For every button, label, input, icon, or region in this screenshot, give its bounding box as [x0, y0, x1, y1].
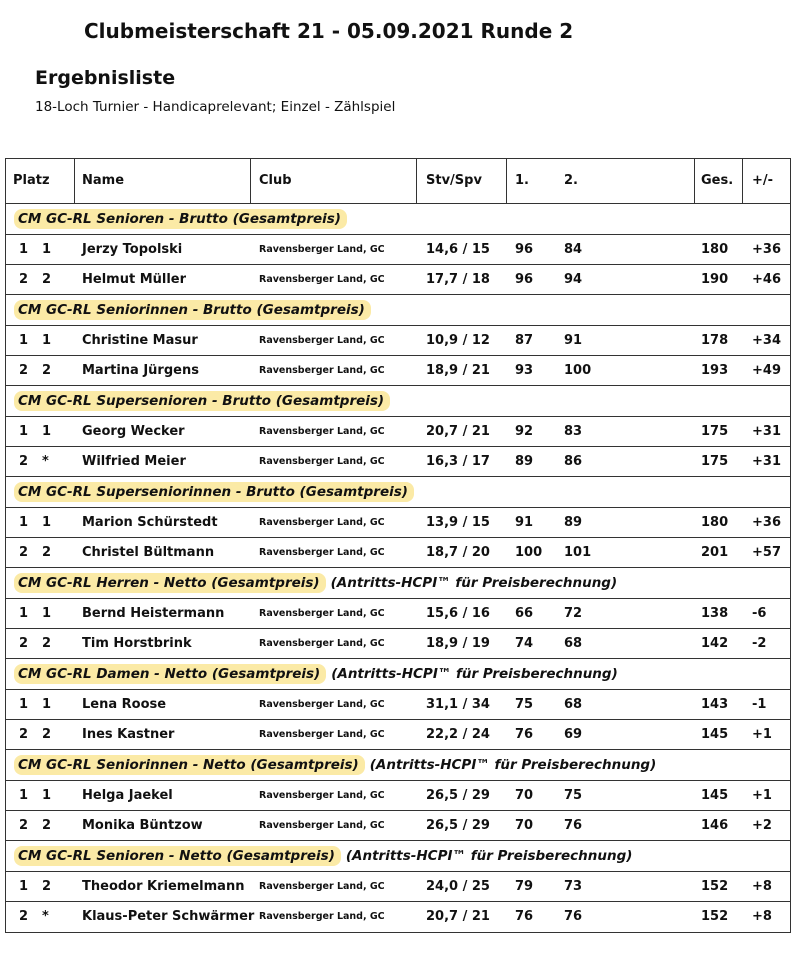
cell-total: 145 — [701, 727, 729, 742]
cell-round1: 79 — [515, 879, 534, 894]
cell-round1: 96 — [515, 272, 534, 287]
cell-name: Bernd Heistermann — [82, 606, 225, 621]
cell-stv: 14,6 / 15 — [426, 242, 490, 257]
cell-rank: * — [42, 454, 49, 469]
cell-stv: 31,1 / 34 — [426, 697, 490, 712]
cell-diff: +49 — [752, 363, 781, 378]
column-header-platz: Platz — [13, 173, 50, 188]
header-divider — [74, 159, 75, 203]
cell-total: 201 — [701, 545, 729, 560]
category-note: (Antritts-HCPI™ für Preisberechnung) — [345, 848, 633, 864]
cell-round2: 72 — [564, 606, 583, 621]
cell-rank: 2 — [42, 363, 52, 378]
cell-name: Lena Roose — [82, 697, 167, 712]
header-divider — [250, 159, 251, 203]
cell-total: 193 — [701, 363, 729, 378]
table-row — [6, 599, 790, 629]
page-title: Clubmeisterschaft 21 - 05.09.2021 Runde 2 — [84, 19, 574, 43]
category-title: CM GC-RL Senioren - Netto (Gesamtpreis) — [14, 846, 341, 866]
cell-round2: 68 — [564, 636, 583, 651]
table-row — [6, 902, 790, 932]
table-row — [6, 508, 790, 538]
cell-stv: 10,9 / 12 — [426, 333, 490, 348]
cell-stv: 15,6 / 16 — [426, 606, 490, 621]
cell-position: 2 — [19, 909, 29, 924]
cell-round1: 76 — [515, 727, 534, 742]
cell-total: 190 — [701, 272, 729, 287]
column-header-round2: 2. — [564, 173, 578, 188]
category-title: CM GC-RL Seniorinnen - Netto (Gesamtpreis) — [14, 755, 365, 775]
cell-club: Ravensberger Land, GC — [259, 638, 385, 649]
cell-position: 2 — [19, 272, 29, 287]
page-subtitle: Ergebnisliste — [35, 67, 176, 89]
cell-name: Wilfried Meier — [82, 454, 186, 469]
cell-name: Ines Kastner — [82, 727, 175, 742]
cell-stv: 18,9 / 19 — [426, 636, 490, 651]
cell-total: 180 — [701, 242, 729, 257]
cell-rank: 1 — [42, 333, 52, 348]
cell-diff: -1 — [752, 697, 767, 712]
cell-round2: 91 — [564, 333, 583, 348]
column-header-club: Club — [259, 173, 292, 188]
category-title: CM GC-RL Superseniorinnen - Brutto (Gesamtpreis) — [14, 482, 414, 502]
category-header — [6, 386, 790, 417]
cell-rank: 1 — [42, 515, 52, 530]
cell-position: 2 — [19, 454, 29, 469]
category-title: CM GC-RL Seniorinnen - Brutto (Gesamtpreis) — [14, 300, 371, 320]
category-header — [6, 568, 790, 599]
cell-round2: 68 — [564, 697, 583, 712]
cell-club: Ravensberger Land, GC — [259, 911, 385, 922]
table-row — [6, 417, 790, 447]
cell-total: 152 — [701, 879, 729, 894]
cell-diff: +31 — [752, 454, 781, 469]
cell-rank: 1 — [42, 424, 52, 439]
cell-club: Ravensberger Land, GC — [259, 335, 385, 346]
cell-rank: 2 — [42, 727, 52, 742]
header-divider — [742, 159, 743, 203]
cell-name: Martina Jürgens — [82, 363, 199, 378]
cell-rank: 1 — [42, 606, 52, 621]
cell-round2: 76 — [564, 818, 583, 833]
category-header — [6, 659, 790, 690]
cell-name: Monika Büntzow — [82, 818, 203, 833]
category-header — [6, 477, 790, 508]
category-note: (Antritts-HCPI™ für Preisberechnung) — [330, 575, 618, 591]
cell-diff: +1 — [752, 788, 772, 803]
cell-stv: 26,5 / 29 — [426, 788, 490, 803]
category-title: CM GC-RL Supersenioren - Brutto (Gesamtpreis) — [14, 391, 390, 411]
cell-diff: +46 — [752, 272, 781, 287]
table-row — [6, 235, 790, 265]
cell-name: Georg Wecker — [82, 424, 185, 439]
cell-total: 178 — [701, 333, 729, 348]
table-row — [6, 811, 790, 841]
cell-club: Ravensberger Land, GC — [259, 244, 385, 255]
column-header-total: Ges. — [701, 173, 734, 188]
tournament-description: 18-Loch Turnier - Handicaprelevant; Einzel - Zählspiel — [35, 99, 396, 115]
cell-name: Helga Jaekel — [82, 788, 173, 803]
results-table — [5, 158, 791, 933]
cell-round1: 91 — [515, 515, 534, 530]
category-title: CM GC-RL Herren - Netto (Gesamtpreis) — [14, 573, 326, 593]
cell-rank: 2 — [42, 879, 52, 894]
table-row — [6, 629, 790, 659]
table-row — [6, 538, 790, 568]
cell-diff: -2 — [752, 636, 767, 651]
cell-round1: 89 — [515, 454, 534, 469]
cell-total: 138 — [701, 606, 729, 621]
category-note: (Antritts-HCPI™ für Preisberechnung) — [369, 757, 657, 773]
cell-name: Tim Horstbrink — [82, 636, 192, 651]
cell-club: Ravensberger Land, GC — [259, 608, 385, 619]
cell-diff: +34 — [752, 333, 781, 348]
table-row — [6, 781, 790, 811]
cell-total: 145 — [701, 788, 729, 803]
cell-total: 146 — [701, 818, 729, 833]
cell-round1: 70 — [515, 818, 534, 833]
cell-round1: 75 — [515, 697, 534, 712]
category-note: (Antritts-HCPI™ für Preisberechnung) — [331, 666, 618, 682]
cell-rank: 2 — [42, 818, 52, 833]
header-divider — [506, 159, 507, 203]
table-row — [6, 447, 790, 477]
cell-round2: 94 — [564, 272, 583, 287]
cell-round2: 101 — [564, 545, 592, 560]
column-header-round1: 1. — [515, 173, 529, 188]
cell-round2: 76 — [564, 909, 583, 924]
cell-total: 152 — [701, 909, 729, 924]
cell-stv: 13,9 / 15 — [426, 515, 490, 530]
table-row — [6, 720, 790, 750]
cell-round1: 76 — [515, 909, 534, 924]
cell-round1: 87 — [515, 333, 534, 348]
table-row — [6, 872, 790, 902]
cell-position: 1 — [19, 697, 29, 712]
cell-club: Ravensberger Land, GC — [259, 456, 385, 467]
cell-position: 2 — [19, 363, 29, 378]
cell-round1: 92 — [515, 424, 534, 439]
cell-rank: 1 — [42, 242, 52, 257]
cell-stv: 18,7 / 20 — [426, 545, 490, 560]
cell-rank: 2 — [42, 272, 52, 287]
cell-position: 1 — [19, 788, 29, 803]
cell-position: 1 — [19, 606, 29, 621]
category-header — [6, 295, 790, 326]
cell-club: Ravensberger Land, GC — [259, 274, 385, 285]
cell-position: 2 — [19, 636, 29, 651]
category-header — [6, 750, 790, 781]
cell-position: 2 — [19, 818, 29, 833]
cell-position: 1 — [19, 333, 29, 348]
cell-rank: 2 — [42, 545, 52, 560]
cell-diff: +8 — [752, 879, 772, 894]
cell-round2: 89 — [564, 515, 583, 530]
cell-stv: 18,9 / 21 — [426, 363, 490, 378]
header-divider — [694, 159, 695, 203]
column-header-diff: +/- — [752, 173, 774, 188]
cell-name: Christine Masur — [82, 333, 198, 348]
cell-total: 180 — [701, 515, 729, 530]
cell-name: Christel Bültmann — [82, 545, 215, 560]
cell-name: Jerzy Topolski — [82, 242, 183, 257]
category-title: CM GC-RL Senioren - Brutto (Gesamtpreis) — [14, 209, 347, 229]
cell-round2: 73 — [564, 879, 583, 894]
cell-total: 143 — [701, 697, 729, 712]
cell-stv: 16,3 / 17 — [426, 454, 490, 469]
cell-stv: 22,2 / 24 — [426, 727, 490, 742]
cell-rank: * — [42, 909, 49, 924]
cell-diff: +1 — [752, 727, 772, 742]
cell-club: Ravensberger Land, GC — [259, 365, 385, 376]
cell-diff: +36 — [752, 242, 781, 257]
cell-position: 1 — [19, 879, 29, 894]
cell-round1: 96 — [515, 242, 534, 257]
cell-position: 1 — [19, 515, 29, 530]
cell-diff: +2 — [752, 818, 772, 833]
cell-club: Ravensberger Land, GC — [259, 820, 385, 831]
header-divider — [416, 159, 417, 203]
cell-name: Helmut Müller — [82, 272, 187, 287]
cell-club: Ravensberger Land, GC — [259, 699, 385, 710]
cell-position: 1 — [19, 424, 29, 439]
table-row — [6, 356, 790, 386]
cell-round1: 66 — [515, 606, 534, 621]
cell-stv: 20,7 / 21 — [426, 909, 490, 924]
cell-round2: 86 — [564, 454, 583, 469]
cell-diff: +57 — [752, 545, 781, 560]
column-header-stv: Stv/Spv — [426, 173, 482, 188]
cell-stv: 17,7 / 18 — [426, 272, 490, 287]
table-header — [6, 159, 790, 204]
category-header — [6, 204, 790, 235]
cell-stv: 24,0 / 25 — [426, 879, 490, 894]
cell-total: 142 — [701, 636, 729, 651]
cell-round1: 70 — [515, 788, 534, 803]
category-header — [6, 841, 790, 872]
cell-round2: 84 — [564, 242, 583, 257]
cell-club: Ravensberger Land, GC — [259, 547, 385, 558]
cell-rank: 2 — [42, 636, 52, 651]
cell-diff: +36 — [752, 515, 781, 530]
cell-name: Theodor Kriemelmann — [82, 879, 245, 894]
cell-round1: 74 — [515, 636, 534, 651]
cell-rank: 1 — [42, 697, 52, 712]
table-row — [6, 690, 790, 720]
cell-round2: 69 — [564, 727, 583, 742]
cell-club: Ravensberger Land, GC — [259, 517, 385, 528]
column-header-name: Name — [82, 173, 125, 188]
cell-position: 1 — [19, 242, 29, 257]
cell-diff: -6 — [752, 606, 767, 621]
cell-club: Ravensberger Land, GC — [259, 426, 385, 437]
cell-diff: +8 — [752, 909, 772, 924]
cell-club: Ravensberger Land, GC — [259, 881, 385, 892]
cell-total: 175 — [701, 454, 729, 469]
cell-position: 2 — [19, 727, 29, 742]
cell-rank: 1 — [42, 788, 52, 803]
cell-position: 2 — [19, 545, 29, 560]
cell-club: Ravensberger Land, GC — [259, 729, 385, 740]
cell-round2: 100 — [564, 363, 592, 378]
cell-stv: 20,7 / 21 — [426, 424, 490, 439]
cell-diff: +31 — [752, 424, 781, 439]
cell-name: Klaus-Peter Schwärmer — [82, 909, 255, 924]
category-title: CM GC-RL Damen - Netto (Gesamtpreis) — [14, 664, 326, 684]
cell-total: 175 — [701, 424, 729, 439]
cell-round1: 100 — [515, 545, 543, 560]
cell-name: Marion Schürstedt — [82, 515, 218, 530]
cell-club: Ravensberger Land, GC — [259, 790, 385, 801]
cell-round1: 93 — [515, 363, 534, 378]
table-row — [6, 265, 790, 295]
cell-stv: 26,5 / 29 — [426, 818, 490, 833]
table-row — [6, 326, 790, 356]
cell-round2: 83 — [564, 424, 583, 439]
cell-round2: 75 — [564, 788, 583, 803]
